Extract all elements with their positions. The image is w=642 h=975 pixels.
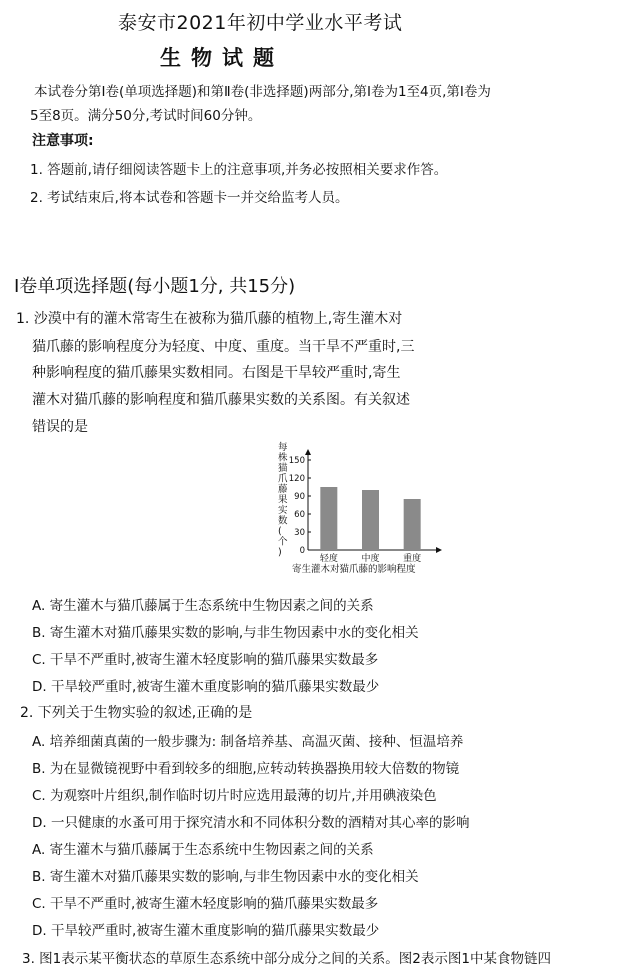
q1-line-2: 猫爪藤的影响程度分为轻度、中度、重度。当干旱不严重时,三	[32, 339, 415, 355]
notice-item-1: 1. 答题前,请仔细阅读答题卡上的注意事项,并务必按照相关要求作答。	[30, 162, 448, 178]
y-tick-label: 60	[294, 510, 305, 520]
y-axis-label	[278, 441, 288, 558]
bar-3	[404, 499, 421, 550]
svg-text:猫: 猫	[278, 463, 288, 474]
q2-stem: 2. 下列关于生物实验的叙述,正确的是	[20, 705, 253, 721]
notice-item-2: 2. 考试结束后,将本试卷和答题卡一并交给监考人员。	[30, 190, 349, 206]
y-tick-label: 30	[294, 528, 305, 538]
bar-2	[362, 490, 379, 550]
y-tick-label: 90	[294, 492, 305, 502]
q2-option-a-repeat[interactable]: A. 寄生灌木与猫爪藤属于生态系统中生物因素之间的关系	[32, 842, 374, 858]
category-label: 轻度	[319, 554, 338, 564]
section-title: Ⅰ卷单项选择题(每小题1分, 共15分)	[14, 276, 296, 297]
q1-option-a[interactable]: A. 寄生灌木与猫爪藤属于生态系统中生物因素之间的关系	[32, 598, 374, 614]
svg-text:每: 每	[278, 442, 288, 453]
category-label: 中度	[361, 554, 380, 564]
svg-text:株: 株	[278, 452, 288, 464]
q1-line-3: 种影响程度的猫爪藤果实数相同。右图是干旱较严重时,寄生	[32, 365, 401, 381]
q2-option-d-repeat[interactable]: D. 干旱较严重时,被寄生灌木重度影响的猫爪藤果实数最少	[32, 923, 380, 939]
x-axis-label: 寄生灌木对猫爪藤的影响程度	[292, 564, 416, 575]
svg-text:爪: 爪	[278, 473, 288, 485]
q2-option-d[interactable]: D. 一只健康的水蚤可用于探究清水和不同体积分数的酒精对其心率的影响	[32, 815, 470, 831]
intro-line-1: 本试卷分第Ⅰ卷(单项选择题)和第Ⅱ卷(非选择题)两部分,第Ⅰ卷为1至4页,第Ⅰ卷为	[34, 84, 491, 100]
q1-line-5: 错误的是	[32, 419, 88, 435]
chart-svg	[272, 440, 447, 580]
fruit-count-chart	[272, 440, 447, 580]
svg-text:个: 个	[278, 536, 288, 548]
y-tick-label: 0	[299, 546, 305, 556]
svg-text:数: 数	[278, 515, 288, 527]
svg-text:实: 实	[278, 505, 288, 516]
q1-option-d[interactable]: D. 干旱较严重时,被寄生灌木重度影响的猫爪藤果实数最少	[32, 679, 380, 695]
q3-stem: 3. 图1表示某平衡状态的草原生态系统中部分成分之间的关系。图2表示图1中某食物链四	[22, 951, 551, 967]
q2-option-b[interactable]: B. 为在显微镜视野中看到较多的细胞,应转动转换器换用较大倍数的物镜	[32, 761, 460, 777]
y-tick-label: 120	[288, 474, 305, 484]
y-tick-label: 150	[288, 456, 305, 466]
q2-option-c[interactable]: C. 为观察叶片组织,制作临时切片时应选用最薄的切片,并用碘液染色	[32, 788, 437, 804]
q2-option-c-repeat[interactable]: C. 干旱不严重时,被寄生灌木轻度影响的猫爪藤果实数最多	[32, 896, 379, 912]
q1-option-c[interactable]: C. 干旱不严重时,被寄生灌木轻度影响的猫爪藤果实数最多	[32, 652, 379, 668]
exam-title: 泰安市2021年初中学业水平考试	[118, 12, 403, 34]
q2-option-b-repeat[interactable]: B. 寄生灌木对猫爪藤果实数的影响,与非生物因素中水的变化相关	[32, 869, 419, 885]
notice-heading: 注意事项:	[32, 133, 94, 149]
exam-subject: 生物试题	[160, 46, 284, 70]
intro-line-2: 5至8页。满分50分,考试时间60分钟。	[30, 108, 262, 124]
q1-option-b[interactable]: B. 寄生灌木对猫爪藤果实数的影响,与非生物因素中水的变化相关	[32, 625, 419, 641]
svg-text:(: (	[278, 526, 282, 537]
x-axis-arrow	[436, 547, 442, 553]
bar-1	[320, 487, 337, 550]
q1-line-1: 1. 沙漠中有的灌木常寄生在被称为猫爪藤的植物上,寄生灌木对	[16, 311, 403, 327]
q2-option-a[interactable]: A. 培养细菌真菌的一般步骤为: 制备培养基、高温灭菌、接种、恒温培养	[32, 734, 464, 750]
svg-text:藤: 藤	[278, 484, 288, 495]
svg-text:): )	[278, 547, 282, 558]
category-label: 重度	[403, 554, 422, 564]
svg-text:果: 果	[278, 494, 288, 506]
q1-line-4: 灌木对猫爪藤的影响程度和猫爪藤果实数的关系图。有关叙述	[32, 392, 410, 408]
y-axis-arrow	[305, 449, 311, 455]
